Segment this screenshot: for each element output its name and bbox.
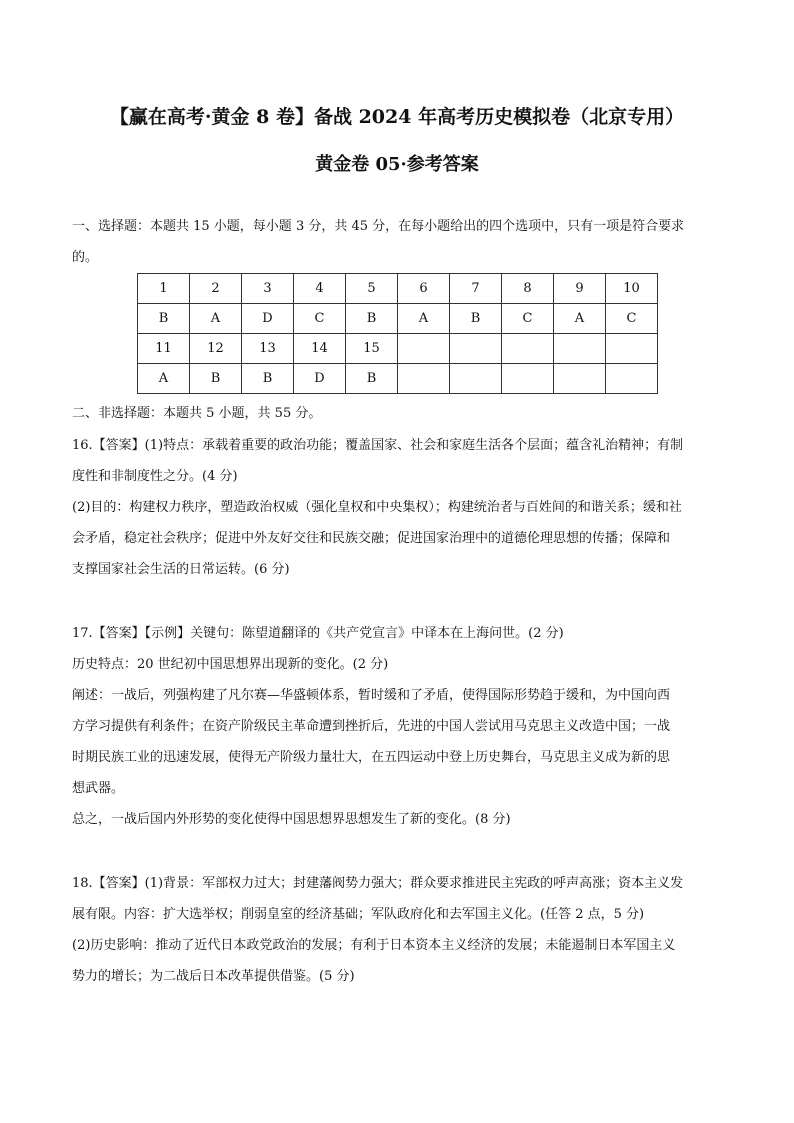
table-cell: 14 (294, 334, 346, 364)
table-cell: D (242, 304, 294, 334)
table-cell: 8 (502, 274, 554, 304)
table-cell: 1 (138, 274, 190, 304)
table-row (138, 334, 658, 364)
table-cell: 10 (606, 274, 658, 304)
table-cell: B (346, 364, 398, 394)
table-cell: 11 (138, 334, 190, 364)
table-row (138, 304, 658, 334)
answer-line: 总之，一战后国内外形势的变化使得中国思想界思想发生了新的变化。(8 分) (72, 812, 511, 827)
table-cell: 2 (190, 274, 242, 304)
answer-line: 支撑国家社会生活的日常运转。(6 分) (72, 562, 290, 577)
table-cell: 7 (450, 274, 502, 304)
table-cell: 6 (398, 274, 450, 304)
answer-line: 阐述：一战后，列强构建了凡尔赛—华盛顿体系，暂时缓和了矛盾，使得国际形势趋于缓和，为中国向西 (72, 688, 671, 703)
answer-line: (2)历史影响：推动了近代日本政党政治的发展；有利于日本资本主义经济的发展；未能遏制日本军国主义 (72, 938, 676, 953)
table-cell (606, 364, 658, 394)
table-cell (398, 334, 450, 364)
table-cell (450, 364, 502, 394)
table-cell: B (138, 304, 190, 334)
table-row (138, 364, 658, 394)
answer-line: 想武器。 (72, 781, 125, 796)
section2-instructions: 二、非选择题：本题共 5 小题，共 55 分。 (72, 406, 322, 421)
table-cell: 12 (190, 334, 242, 364)
answer-line: 时期民族工业的迅速发展，使得无产阶级力量壮大，在五四运动中登上历史舞台，马克思主义成为新的思 (72, 750, 671, 765)
table-cell: D (294, 364, 346, 394)
answer-line: 17.【答案】【示例】关键句：陈望道翻译的《共产党宣言》中译本在上海问世。(2 分) (72, 626, 564, 641)
section1-instructions (72, 211, 722, 273)
table-cell: A (190, 304, 242, 334)
answer-line: 势力的增长；为二战后日本改革提供借鉴。(5 分) (72, 969, 355, 984)
table-cell (450, 334, 502, 364)
table-cell (502, 364, 554, 394)
table-cell: A (138, 364, 190, 394)
table-cell (502, 334, 554, 364)
table-cell (606, 334, 658, 364)
page-title: 【赢在高考·黄金 8 卷】备战 2024 年高考历史模拟卷（北京专用） (109, 106, 685, 128)
table-cell (554, 364, 606, 394)
answer-18 (72, 868, 722, 992)
answer-line: 18.【答案】(1)背景：军部权力过大；封建藩阀势力强大；群众要求推进民主宪政的呼声高涨；资本主义发 (72, 876, 684, 891)
table-cell: C (502, 304, 554, 334)
table-cell: 4 (294, 274, 346, 304)
table-cell: B (242, 364, 294, 394)
answer-17 (72, 618, 722, 835)
table-cell: 9 (554, 274, 606, 304)
table-cell: C (294, 304, 346, 334)
answer-line: 历史特点：20 世纪初中国思想界出现新的变化。(2 分) (72, 657, 389, 672)
table-cell: B (190, 364, 242, 394)
table-cell: 5 (346, 274, 398, 304)
answer-table (137, 273, 658, 394)
answer-line: 会矛盾，稳定社会秩序；促进中外友好交往和民族交融；促进国家治理中的道德伦理思想的传播；保障和 (72, 531, 671, 546)
answer-line: 度性和非制度性之分。(4 分) (72, 469, 238, 484)
section1-line: 一、选择题：本题共 15 小题，每小题 3 分，共 45 分，在每小题给出的四个选项中，只有一项是符合要求 (72, 219, 685, 234)
page-subtitle: 黄金卷 05·参考答案 (315, 154, 479, 175)
table-cell: 15 (346, 334, 398, 364)
table-row (138, 274, 658, 304)
table-cell: A (554, 304, 606, 334)
answer-line: 展有限。内容：扩大选举权；削弱皇室的经济基础；军队政府化和去军国主义化。(任答 2 点，5 分) (72, 907, 645, 922)
table-cell (398, 364, 450, 394)
table-cell: C (606, 304, 658, 334)
table-cell (554, 334, 606, 364)
table-cell: B (346, 304, 398, 334)
table-cell: B (450, 304, 502, 334)
answer-16 (72, 430, 722, 585)
table-cell: A (398, 304, 450, 334)
table-cell: 3 (242, 274, 294, 304)
answer-line: 16.【答案】(1)特点：承载着重要的政治功能；覆盖国家、社会和家庭生活各个层面；蕴含礼治精神；有制 (72, 438, 684, 453)
answer-line: (2)目的：构建权力秩序，塑造政治权威（强化皇权和中央集权）；构建统治者与百姓间的和谐关系；缓和社 (72, 500, 682, 515)
answer-line: 方学习提供有利条件；在资产阶级民主革命遭到挫折后，先进的中国人尝试用马克思主义改造中国；一战 (72, 719, 671, 734)
section1-line: 的。 (72, 250, 99, 265)
table-cell: 13 (242, 334, 294, 364)
